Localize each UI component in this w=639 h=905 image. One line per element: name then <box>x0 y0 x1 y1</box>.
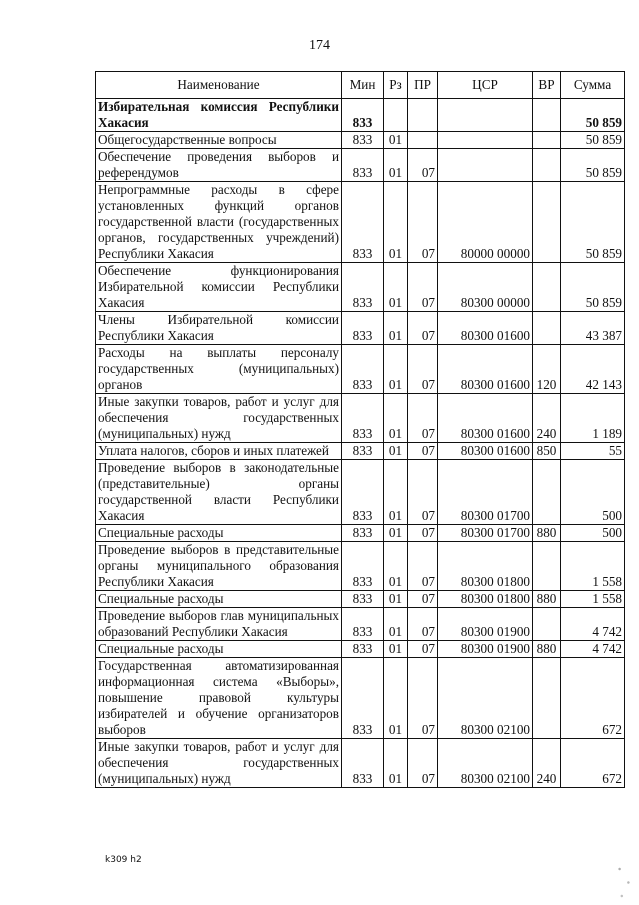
table-row <box>96 658 625 739</box>
cell-csr: 80300 02100 <box>438 658 533 739</box>
header-name: Наименование <box>96 72 342 99</box>
cell-sum: 50 859 <box>561 132 625 149</box>
cell-csr <box>438 99 533 132</box>
cell-vr: 880 <box>533 525 561 542</box>
header-rz: Рз <box>384 72 408 99</box>
cell-vr <box>533 658 561 739</box>
cell-pr: 07 <box>408 312 438 345</box>
cell-vr <box>533 312 561 345</box>
cell-min: 833 <box>342 443 384 460</box>
scan-speckle <box>613 860 635 905</box>
table-row <box>96 443 625 460</box>
cell-vr <box>533 182 561 263</box>
table-header-row <box>96 72 625 99</box>
cell-vr <box>533 460 561 525</box>
cell-pr: 07 <box>408 263 438 312</box>
cell-name: Проведение выборов в представительные органы муниципального образования Республики Хакасия <box>96 542 342 591</box>
cell-name: Проведение выборов в законодательные (представительные) органы государственной власти Республики Хакасия <box>96 460 342 525</box>
cell-rz: 01 <box>384 394 408 443</box>
cell-min: 833 <box>342 132 384 149</box>
cell-min: 833 <box>342 460 384 525</box>
cell-min: 833 <box>342 739 384 788</box>
cell-vr <box>533 99 561 132</box>
table-row <box>96 542 625 591</box>
cell-vr: 240 <box>533 739 561 788</box>
header-vr: ВР <box>533 72 561 99</box>
cell-vr: 880 <box>533 591 561 608</box>
cell-pr <box>408 132 438 149</box>
cell-pr: 07 <box>408 641 438 658</box>
cell-csr: 80300 01600 <box>438 394 533 443</box>
cell-name: Члены Избирательной комиссии Республики Хакасия <box>96 312 342 345</box>
cell-min: 833 <box>342 149 384 182</box>
page-number: 174 <box>309 38 330 53</box>
cell-sum: 500 <box>561 460 625 525</box>
cell-min: 833 <box>342 99 384 132</box>
cell-min: 833 <box>342 542 384 591</box>
cell-pr: 07 <box>408 394 438 443</box>
cell-vr: 850 <box>533 443 561 460</box>
cell-pr <box>408 99 438 132</box>
cell-name: Непрограммные расходы в сфере установленных функций органов государственной власти (государственных органов, государственных учреждений) Республики Хакасия <box>96 182 342 263</box>
cell-sum: 672 <box>561 658 625 739</box>
cell-sum: 43 387 <box>561 312 625 345</box>
cell-rz: 01 <box>384 345 408 394</box>
cell-vr: 120 <box>533 345 561 394</box>
cell-sum: 42 143 <box>561 345 625 394</box>
cell-pr: 07 <box>408 443 438 460</box>
cell-csr: 80300 01700 <box>438 525 533 542</box>
cell-name: Обеспечение функционирования Избирательной комиссии Республики Хакасия <box>96 263 342 312</box>
table-row <box>96 99 625 132</box>
cell-rz: 01 <box>384 641 408 658</box>
cell-pr: 07 <box>408 739 438 788</box>
cell-name: Иные закупки товаров, работ и услуг для обеспечения государственных (муниципальных) нужд <box>96 394 342 443</box>
table-row <box>96 591 625 608</box>
cell-csr: 80300 01600 <box>438 443 533 460</box>
header-pr: ПР <box>408 72 438 99</box>
cell-sum: 1 558 <box>561 591 625 608</box>
header-min: Мин <box>342 72 384 99</box>
table-row <box>96 739 625 788</box>
cell-min: 833 <box>342 394 384 443</box>
cell-csr: 80300 01900 <box>438 641 533 658</box>
cell-rz: 01 <box>384 149 408 182</box>
cell-sum: 672 <box>561 739 625 788</box>
budget-table <box>95 71 625 788</box>
cell-min: 833 <box>342 608 384 641</box>
cell-rz <box>384 99 408 132</box>
cell-name: Проведение выборов глав муниципальных образований Республики Хакасия <box>96 608 342 641</box>
cell-name: Специальные расходы <box>96 641 342 658</box>
cell-vr: 240 <box>533 394 561 443</box>
cell-vr <box>533 263 561 312</box>
cell-rz: 01 <box>384 739 408 788</box>
cell-rz: 01 <box>384 443 408 460</box>
cell-name: Уплата налогов, сборов и иных платежей <box>96 443 342 460</box>
cell-min: 833 <box>342 658 384 739</box>
cell-vr <box>533 132 561 149</box>
cell-min: 833 <box>342 591 384 608</box>
cell-csr: 80300 01800 <box>438 542 533 591</box>
cell-sum: 1 558 <box>561 542 625 591</box>
table-body <box>96 99 625 788</box>
cell-csr: 80300 01600 <box>438 345 533 394</box>
cell-min: 833 <box>342 641 384 658</box>
table-row <box>96 345 625 394</box>
cell-rz: 01 <box>384 263 408 312</box>
cell-pr: 07 <box>408 345 438 394</box>
cell-sum: 50 859 <box>561 263 625 312</box>
table-row <box>96 312 625 345</box>
cell-rz: 01 <box>384 132 408 149</box>
table-row <box>96 460 625 525</box>
cell-rz: 01 <box>384 608 408 641</box>
cell-name: Государственная автоматизированная информационная система «Выборы», повышение правовой культуры избирателей и обучение организаторов выборов <box>96 658 342 739</box>
cell-csr <box>438 149 533 182</box>
footer-code: k309 h2 <box>105 855 142 865</box>
cell-rz: 01 <box>384 312 408 345</box>
table-row <box>96 182 625 263</box>
header-sum: Сумма <box>561 72 625 99</box>
cell-sum: 500 <box>561 525 625 542</box>
cell-rz: 01 <box>384 525 408 542</box>
cell-vr: 880 <box>533 641 561 658</box>
cell-name: Обеспечение проведения выборов и референдумов <box>96 149 342 182</box>
cell-pr: 07 <box>408 149 438 182</box>
cell-name: Расходы на выплаты персоналу государственных (муниципальных) органов <box>96 345 342 394</box>
cell-rz: 01 <box>384 591 408 608</box>
table-row <box>96 132 625 149</box>
cell-csr: 80000 00000 <box>438 182 533 263</box>
cell-sum: 50 859 <box>561 99 625 132</box>
cell-csr <box>438 132 533 149</box>
cell-sum: 1 189 <box>561 394 625 443</box>
cell-sum: 4 742 <box>561 608 625 641</box>
cell-vr <box>533 542 561 591</box>
cell-min: 833 <box>342 525 384 542</box>
cell-csr: 80300 02100 <box>438 739 533 788</box>
cell-rz: 01 <box>384 460 408 525</box>
cell-sum: 4 742 <box>561 641 625 658</box>
cell-csr: 80300 01900 <box>438 608 533 641</box>
cell-pr: 07 <box>408 525 438 542</box>
cell-sum: 50 859 <box>561 182 625 263</box>
cell-name: Специальные расходы <box>96 525 342 542</box>
cell-min: 833 <box>342 182 384 263</box>
table-row <box>96 263 625 312</box>
cell-name: Избирательная комиссия Республики Хакасия <box>96 99 342 132</box>
cell-name: Специальные расходы <box>96 591 342 608</box>
cell-sum: 50 859 <box>561 149 625 182</box>
cell-min: 833 <box>342 263 384 312</box>
table-row <box>96 608 625 641</box>
table-row <box>96 525 625 542</box>
cell-sum: 55 <box>561 443 625 460</box>
cell-rz: 01 <box>384 182 408 263</box>
cell-pr: 07 <box>408 608 438 641</box>
cell-pr: 07 <box>408 460 438 525</box>
cell-pr: 07 <box>408 591 438 608</box>
cell-vr <box>533 608 561 641</box>
cell-min: 833 <box>342 345 384 394</box>
cell-min: 833 <box>342 312 384 345</box>
cell-pr: 07 <box>408 182 438 263</box>
cell-name: Иные закупки товаров, работ и услуг для обеспечения государственных (муниципальных) нужд <box>96 739 342 788</box>
cell-rz: 01 <box>384 542 408 591</box>
table-row <box>96 641 625 658</box>
cell-pr: 07 <box>408 542 438 591</box>
table-row <box>96 149 625 182</box>
cell-rz: 01 <box>384 658 408 739</box>
cell-csr: 80300 01600 <box>438 312 533 345</box>
header-csr: ЦСР <box>438 72 533 99</box>
cell-csr: 80300 01700 <box>438 460 533 525</box>
cell-pr: 07 <box>408 658 438 739</box>
cell-name: Общегосударственные вопросы <box>96 132 342 149</box>
cell-csr: 80300 01800 <box>438 591 533 608</box>
table-row <box>96 394 625 443</box>
cell-vr <box>533 149 561 182</box>
cell-csr: 80300 00000 <box>438 263 533 312</box>
